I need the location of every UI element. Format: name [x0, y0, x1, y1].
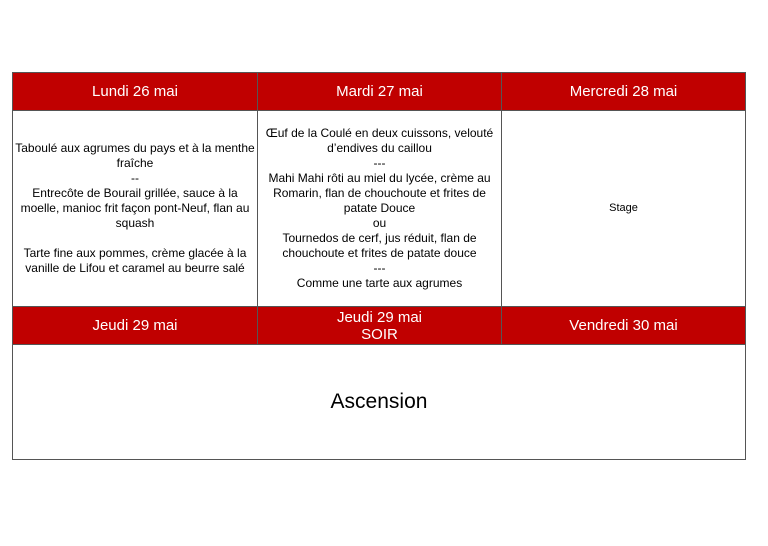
header-row-week1 [13, 73, 746, 111]
menu-monday [13, 111, 258, 307]
header-thursday-evening-day: Jeudi 29 mai [336, 308, 423, 326]
menu-line: Œuf de la Coulé en deux cuissons, velouté d’endives du caillou [265, 126, 494, 155]
menu-separator: -- [131, 171, 139, 185]
menu-separator: --- [373, 156, 386, 170]
menu-tuesday [258, 111, 502, 307]
header-thursday: Jeudi 29 mai [13, 307, 258, 345]
menu-line: Mahi Mahi rôti au miel du lycée, crème au Romarin, flan de chouchoute et frites de patate Douce [268, 171, 491, 215]
weekly-menu-table [12, 72, 746, 460]
header-tuesday: Mardi 27 mai [258, 73, 502, 111]
menu-line: Entrecôte de Bourail grillée, sauce à la moelle, manioc frit façon pont-Neuf, flan au squash [20, 186, 250, 230]
header-friday: Vendredi 30 mai [502, 307, 746, 345]
menu-row-week1 [13, 111, 746, 307]
menu-row-week2 [13, 345, 746, 460]
menu-separator: --- [373, 261, 386, 275]
header-wednesday: Mercredi 28 mai [502, 73, 746, 111]
header-thursday-evening-label: SOIR [361, 325, 398, 343]
header-monday: Lundi 26 mai [13, 73, 258, 111]
menu-gap [13, 231, 257, 246]
header-thursday-evening [258, 307, 502, 345]
header-row-week2 [13, 307, 746, 345]
menu-line: Tournedos de cerf, jus réduit, flan de chouchoute et frites de patate douce [282, 231, 477, 260]
ascension-holiday: Ascension [13, 345, 746, 460]
menu-line: ou [372, 216, 387, 230]
menu-wednesday: Stage [502, 111, 746, 307]
menu-line: Tarte fine aux pommes, crème glacée à la vanille de Lifou et caramel au beurre salé [23, 246, 247, 275]
menu-line: Comme une tarte aux agrumes [296, 276, 463, 290]
menu-line: Taboulé aux agrumes du pays et à la menthe fraîche [15, 141, 255, 170]
